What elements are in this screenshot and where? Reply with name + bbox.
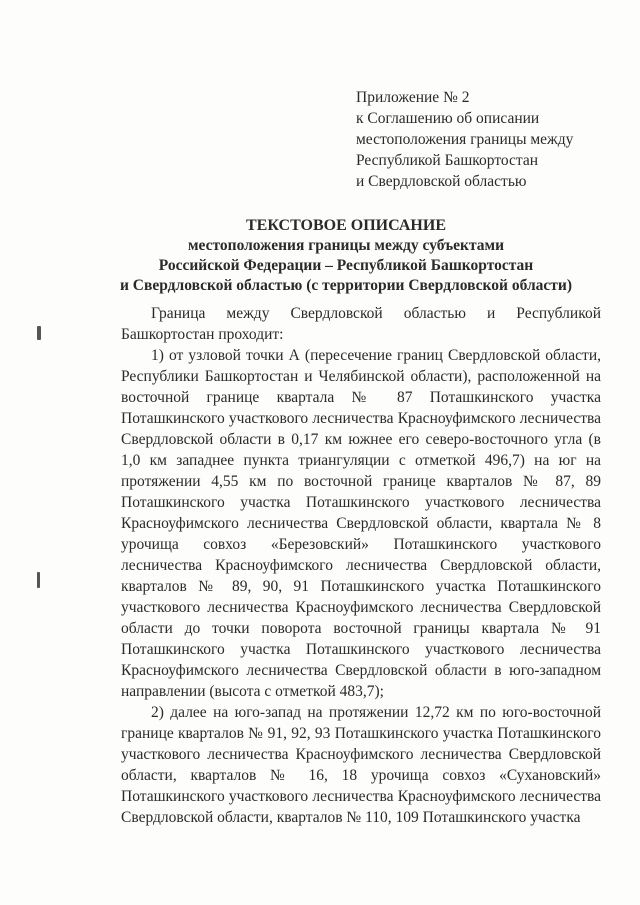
intro-paragraph: Граница между Свердловской областью и Республикой Башкортостан проходит: (121, 305, 601, 343)
annex-line: местоположения границы между (356, 131, 574, 148)
item-1-paragraph: 1) от узловой точки А (пересечение границ Свердловской области, Республики Башкортостан и Челябинской области), расположенной на восточной границе квартала № 87 Поташкинского участка Поташкинского участкового лесничества Красноуфимского лесничества Свердловской области в 0,17 км южнее его северо-восточного угла (в 1,0 км западнее пункта триангуляции с отметкой 496,7) на юг на протяжении 4,55 км по восточной границе кварталов № 87, 89 Поташкинского участка Поташкинского участкового лесничества Красноуфимского лесничества Свердловской области, квартала № 8 урочища совхоз «Березовский» Поташкинского участкового лесничества Красноуфимского лесничества Свердловской области, кварталов № 89, 90, 91 Поташкинского участка Поташкинского участкового лесничества Красноуфимского лесничества Свердловской области до точки поворота восточной границы квартала № 91 Поташкинского участка Поташкинского участкового лесничества Красноуфимского лесничества Свердловской области в юго-западном направлении (высота с отметкой 483,7); (121, 347, 601, 700)
annex-block (356, 87, 616, 192)
document-body (121, 303, 601, 828)
document-heading (90, 216, 602, 296)
annex-line: Республикой Башкортостан (356, 152, 539, 169)
heading-title: ТЕКСТОВОЕ ОПИСАНИЕ (245, 217, 446, 234)
scan-artifact-mark (37, 326, 41, 340)
heading-line: местоположения границы между субъектами (187, 237, 505, 254)
heading-line: и Свердловской областью (с территории Свердловской области) (120, 277, 572, 294)
scan-artifact-mark (37, 572, 40, 588)
item-2-paragraph: 2) далее на юго-запад на протяжении 12,72 км по юго-восточной границе кварталов № 91, 92, 93 Поташкинского участка Поташкинского участкового лесничества Красноуфимского лесничества Свердловской области, кварталов № 16, 18 урочища совхоз «Сухановский» Поташкинского участкового лесничества Красноуфимского лесничества Свердловской области, кварталов № 110, 109 Поташкинского участка (121, 704, 601, 826)
heading-line: Российской Федерации – Республикой Башкортостан (158, 257, 534, 274)
annex-line: к Соглашению об описании (356, 110, 540, 127)
annex-line: и Свердловской областью (356, 173, 527, 190)
annex-line: Приложение № 2 (356, 89, 470, 106)
